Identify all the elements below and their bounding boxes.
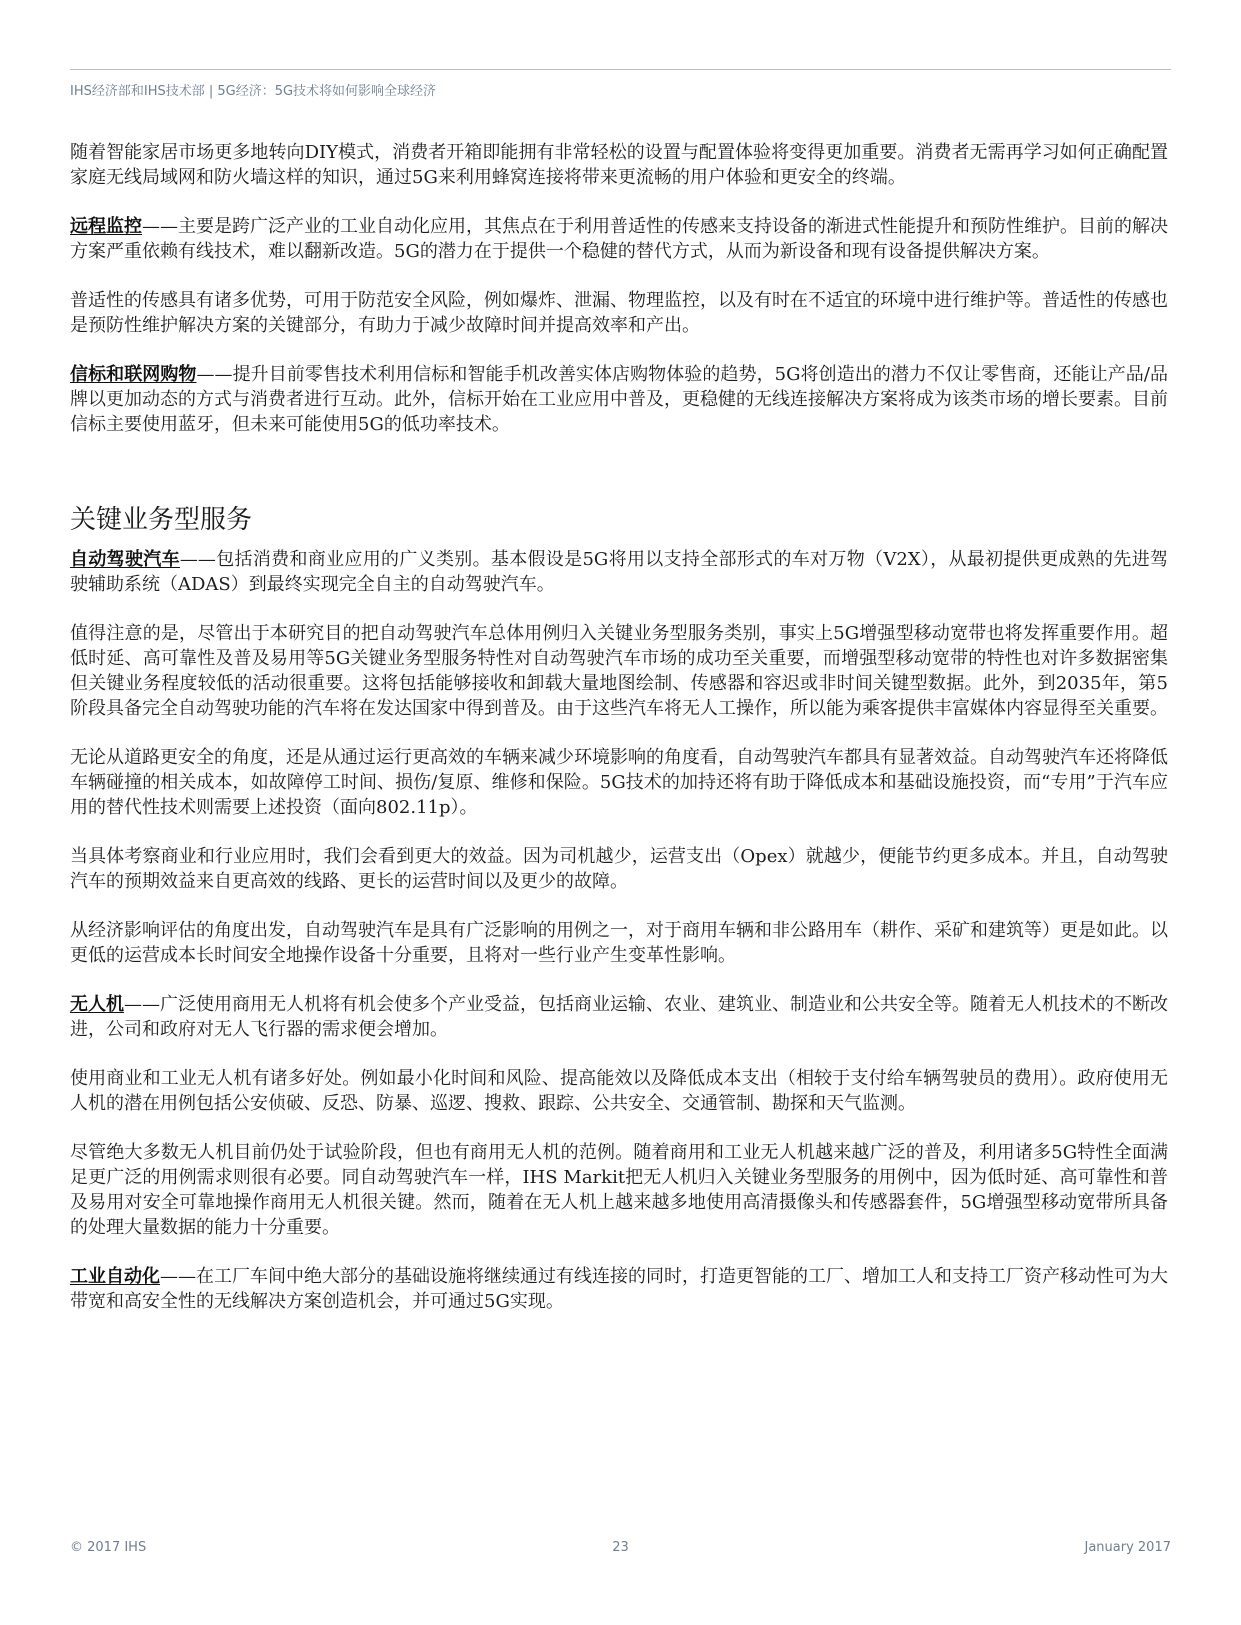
paragraph-remote-monitoring-text: ——主要是跨广泛产业的工业自动化应用，其焦点在于利用普适性的传感来支持设备的渐进式性能提升和预防性维护。目前的解决方案严重依赖有线技术，难以翻新改造。5G的潜力在于提供一个稳健的替代方式，从而为新设备和现有设备提供解决方案。 (70, 216, 1168, 262)
main-content (70, 140, 1168, 1338)
paragraph-industrial-automation (70, 1264, 1168, 1314)
term-autonomous-vehicles: 自动驾驶汽车 (70, 549, 180, 570)
term-drones: 无人机 (70, 994, 124, 1015)
paragraph-drone-trials: 尽管绝大多数无人机目前仍处于试验阶段，但也有商用无人机的范例。随着商用和工业无人机越来越广泛的普及，利用诸多5G特性全面满足更广泛的用例需求则很有必要。同自动驾驶汽车一样，IHS Markit把无人机归入关键业务型服务的用例中，因为低时延、高可靠性和普及易用对安全可靠地操作商用无人机很关键。然而，随着在无人机上越来越多地使用高清摄像头和传感器套件，5G增强型移动宽带所具备的处理大量数据的能力十分重要。 (70, 1142, 1168, 1238)
header-divider (70, 69, 1171, 70)
section-heading: 关键业务型服务 (70, 505, 253, 535)
footer-page-number: 23 (612, 1540, 629, 1555)
paragraph-autonomous-vehicles (70, 547, 1168, 597)
paragraph-sensing-advantages: 普适性的传感具有诸多优势，可用于防范安全风险，例如爆炸、泄漏、物理监控，以及有时在不适宜的环境中进行维护等。普适性的传感也是预防性维护解决方案的关键部分，有助力于减少故障时间并提高效率和产出。 (70, 290, 1168, 336)
footer-date: January 2017 (1084, 1540, 1171, 1555)
paragraph-economic-impact: 从经济影响评估的角度出发，自动驾驶汽车是具有广泛影响的用例之一，对于商用车辆和非公路用车（耕作、采矿和建筑等）更是如此。以更低的运营成本长时间安全地操作设备十分重要，且将对一些行业产生变革性影响。 (70, 920, 1168, 966)
paragraph-industrial-automation-text: ——在工厂车间中绝大部分的基础设施将继续通过有线连接的同时，打造更智能的工厂、增加工人和支持工厂资产移动性可为大带宽和高安全性的无线解决方案创造机会，并可通过5G实现。 (70, 1266, 1168, 1312)
term-beacons-shopping: 信标和联网购物 (70, 364, 197, 385)
paragraph-commercial-benefits: 当具体考察商业和行业应用时，我们会看到更大的效益。因为司机越少，运营支出（Opex）就越少，便能节约更多成本。并且，自动驾驶汽车的预期效益来自更高效的线路、更长的运营时间以及更少的故障。 (70, 846, 1168, 892)
term-industrial-automation: 工业自动化 (70, 1266, 160, 1287)
term-remote-monitoring: 远程监控 (70, 216, 142, 237)
paragraph-remote-monitoring (70, 214, 1168, 264)
paragraph-embb-role: 值得注意的是，尽管出于本研究目的把自动驾驶汽车总体用例归入关键业务型服务类别，事实上5G增强型移动宽带也将发挥重要作用。超低时延、高可靠性及普及易用等5G关键业务型服务特性对自动驾驶汽车市场的成功至关重要，而增强型移动宽带的特性也对许多数据密集但关键业务程度较低的活动很重要。这将包括能够接收和卸载大量地图绘制、传感器和容迟或非时间关键型数据。此外，到2035年，第5阶段具备完全自动驾驶功能的汽车将在发达国家中得到普及。由于这些汽车将无人工操作，所以能为乘客提供丰富媒体内容显得至关重要。 (70, 623, 1168, 719)
running-header: IHS经济部和IHS技术部 | 5G经济：5G技术将如何影响全球经济 (70, 84, 437, 99)
paragraph-safety-benefits: 无论从道路更安全的角度，还是从通过运行更高效的车辆来减少环境影响的角度看，自动驾驶汽车都具有显著效益。自动驾驶汽车还将降低车辆碰撞的相关成本，如故障停工时间、损伤/复原、维修和保险。5G技术的加持还将有助于降低成本和基础设施投资，而“专用”于汽车应用的替代性技术则需要上述投资（面向802.11p）。 (70, 747, 1168, 818)
paragraph-drones-text: ——广泛使用商用无人机将有机会使多个产业受益，包括商业运输、农业、建筑业、制造业和公共安全等。随着无人机技术的不断改进，公司和政府对无人飞行器的需求便会增加。 (70, 994, 1168, 1040)
paragraph-smart-home: 随着智能家居市场更多地转向DIY模式，消费者开箱即能拥有非常轻松的设置与配置体验将变得更加重要。消费者无需再学习如何正确配置家庭无线局域网和防火墙这样的知识，通过5G来利用蜂窝连接将带来更流畅的用户体验和更安全的终端。 (70, 142, 1168, 188)
footer-copyright: © 2017 IHS (70, 1540, 147, 1555)
paragraph-drone-benefits: 使用商业和工业无人机有诸多好处。例如最小化时间和风险、提高能效以及降低成本支出（相较于支付给车辆驾驶员的费用）。政府使用无人机的潜在用例包括公安侦破、反恐、防暴、巡逻、搜救、跟踪、公共安全、交通管制、勘探和天气监测。 (70, 1068, 1168, 1114)
paragraph-beacons (70, 362, 1168, 437)
paragraph-autonomous-vehicles-text: ——包括消费和商业应用的广义类别。基本假设是5G将用以支持全部形式的车对万物（V2X），从最初提供更成熟的先进驾驶辅助系统（ADAS）到最终实现完全自主的自动驾驶汽车。 (70, 549, 1169, 595)
paragraph-beacons-text: ——提升目前零售技术利用信标和智能手机改善实体店购物体验的趋势，5G将创造出的潜力不仅让零售商，还能让产品/品牌以更加动态的方式与消费者进行互动。此外，信标开始在工业应用中普及，更稳健的无线连接解决方案将成为该类市场的增长要素。目前信标主要使用蓝牙，但未来可能使用5G的低功率技术。 (70, 364, 1169, 435)
paragraph-drones (70, 992, 1168, 1042)
